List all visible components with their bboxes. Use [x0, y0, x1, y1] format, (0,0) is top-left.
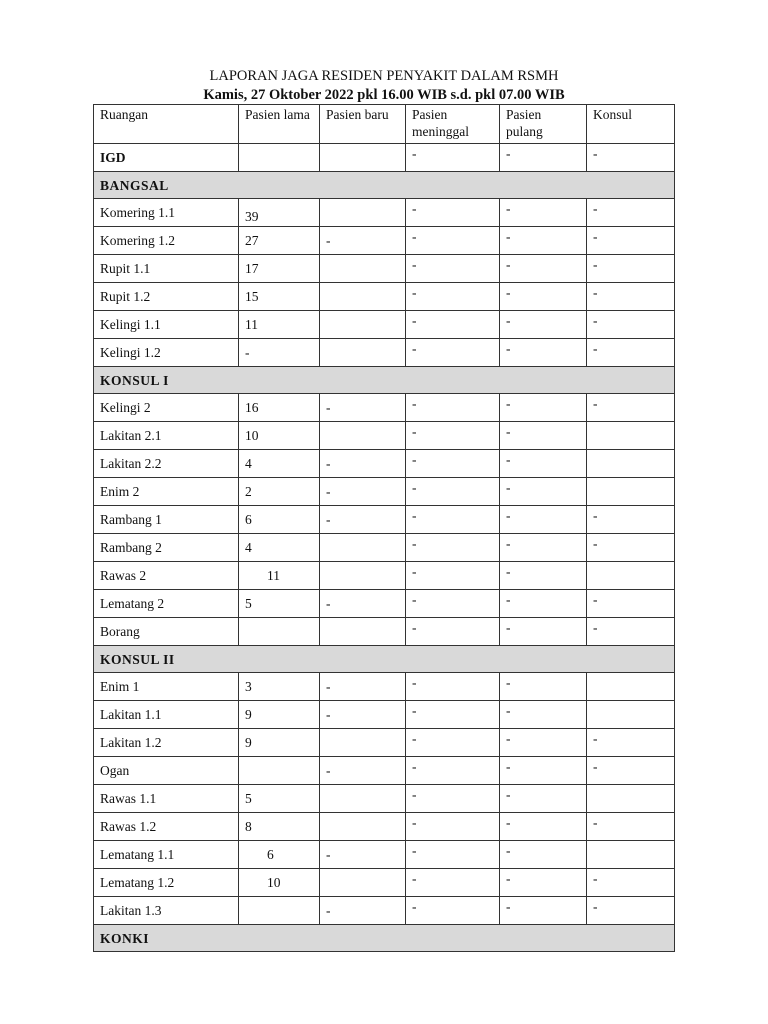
cell-pasien-baru: - [320, 590, 406, 618]
cell-konsul: - [587, 283, 675, 311]
cell-pasien-baru [320, 422, 406, 450]
cell-konsul: - [587, 757, 675, 785]
cell-pasien-lama: 6 [239, 506, 320, 534]
cell-ruangan: Kelingi 1.1 [94, 311, 239, 339]
cell-pasien-baru: - [320, 394, 406, 422]
section-header-row [94, 646, 675, 673]
cell-pasien-pulang: - [500, 841, 587, 869]
cell-konsul [587, 785, 675, 813]
cell-pasien-meninggal: - [406, 506, 500, 534]
cell-pasien-meninggal: - [406, 394, 500, 422]
cell-pasien-meninggal: - [406, 199, 500, 227]
cell-pasien-baru [320, 199, 406, 227]
cell-pasien-pulang: - [500, 255, 587, 283]
column-header: Pasien meninggal [406, 105, 500, 144]
table-row [94, 422, 675, 450]
cell-pasien-pulang: - [500, 450, 587, 478]
cell-pasien-lama [239, 144, 320, 172]
table-row [94, 506, 675, 534]
cell-pasien-lama: 10 [239, 422, 320, 450]
cell-pasien-lama: 16 [239, 394, 320, 422]
cell-pasien-lama: 4 [239, 450, 320, 478]
cell-pasien-baru [320, 785, 406, 813]
cell-konsul [587, 673, 675, 701]
cell-pasien-lama: 2 [239, 478, 320, 506]
cell-pasien-lama [239, 618, 320, 646]
cell-pasien-pulang: - [500, 311, 587, 339]
column-header: Konsul [587, 105, 675, 144]
section-label: KONSUL II [94, 646, 675, 673]
cell-ruangan: Lakitan 1.1 [94, 701, 239, 729]
cell-pasien-baru: - [320, 506, 406, 534]
table-header-row [94, 105, 675, 144]
cell-konsul [587, 450, 675, 478]
cell-pasien-meninggal: - [406, 534, 500, 562]
cell-pasien-meninggal: - [406, 144, 500, 172]
cell-ruangan: Borang [94, 618, 239, 646]
cell-pasien-baru [320, 255, 406, 283]
cell-pasien-pulang: - [500, 478, 587, 506]
cell-konsul [587, 562, 675, 590]
cell-pasien-pulang: - [500, 729, 587, 757]
cell-pasien-pulang: - [500, 618, 587, 646]
cell-pasien-lama: 4 [239, 534, 320, 562]
cell-ruangan: Lakitan 1.3 [94, 897, 239, 925]
cell-pasien-pulang: - [500, 422, 587, 450]
cell-ruangan: Ogan [94, 757, 239, 785]
cell-pasien-meninggal: - [406, 785, 500, 813]
cell-pasien-meninggal: - [406, 590, 500, 618]
cell-pasien-meninggal: - [406, 311, 500, 339]
cell-pasien-lama: 39 [239, 199, 320, 227]
cell-konsul: - [587, 144, 675, 172]
cell-pasien-pulang: - [500, 897, 587, 925]
cell-konsul: - [587, 394, 675, 422]
cell-pasien-pulang: - [500, 869, 587, 897]
cell-ruangan: Lematang 1.2 [94, 869, 239, 897]
section-label: KONKI [94, 925, 675, 952]
cell-pasien-meninggal: - [406, 869, 500, 897]
table-row [94, 283, 675, 311]
cell-pasien-baru [320, 339, 406, 367]
cell-pasien-pulang: - [500, 813, 587, 841]
cell-pasien-lama: - [239, 339, 320, 367]
cell-pasien-meninggal: - [406, 897, 500, 925]
cell-ruangan: Lakitan 2.1 [94, 422, 239, 450]
cell-pasien-lama: 5 [239, 590, 320, 618]
cell-ruangan: Komering 1.2 [94, 227, 239, 255]
cell-pasien-meninggal: - [406, 757, 500, 785]
cell-ruangan: IGD [94, 144, 239, 172]
cell-pasien-lama: 9 [239, 729, 320, 757]
cell-pasien-meninggal: - [406, 618, 500, 646]
cell-konsul: - [587, 590, 675, 618]
cell-pasien-meninggal: - [406, 729, 500, 757]
cell-ruangan: Komering 1.1 [94, 199, 239, 227]
report-table [93, 104, 675, 952]
cell-ruangan: Enim 1 [94, 673, 239, 701]
cell-konsul: - [587, 227, 675, 255]
cell-ruangan: Lematang 1.1 [94, 841, 239, 869]
cell-pasien-baru [320, 144, 406, 172]
cell-konsul [587, 841, 675, 869]
column-header: Ruangan [94, 105, 239, 144]
cell-konsul: - [587, 339, 675, 367]
cell-pasien-baru [320, 618, 406, 646]
cell-ruangan: Kelingi 2 [94, 394, 239, 422]
cell-pasien-baru [320, 729, 406, 757]
cell-pasien-baru: - [320, 478, 406, 506]
cell-konsul: - [587, 813, 675, 841]
section-header-row [94, 172, 675, 199]
cell-konsul [587, 478, 675, 506]
report-date: Kamis, 27 Oktober 2022 pkl 16.00 WIB s.d. pkl 07.00 WIB [203, 87, 565, 103]
cell-ruangan: Rawas 1.1 [94, 785, 239, 813]
cell-ruangan: Rupit 1.2 [94, 283, 239, 311]
cell-ruangan: Lakitan 1.2 [94, 729, 239, 757]
cell-pasien-pulang: - [500, 394, 587, 422]
section-label: KONSUL I [94, 367, 675, 394]
cell-ruangan: Lakitan 2.2 [94, 450, 239, 478]
column-header: Pasien baru [320, 105, 406, 144]
table-row [94, 757, 675, 785]
cell-pasien-lama: 15 [239, 283, 320, 311]
section-label: BANGSAL [94, 172, 675, 199]
cell-ruangan: Rawas 1.2 [94, 813, 239, 841]
cell-konsul [587, 422, 675, 450]
cell-pasien-meninggal: - [406, 701, 500, 729]
cell-pasien-baru [320, 283, 406, 311]
cell-pasien-lama: 8 [239, 813, 320, 841]
cell-konsul [587, 701, 675, 729]
cell-pasien-pulang: - [500, 199, 587, 227]
cell-ruangan: Kelingi 1.2 [94, 339, 239, 367]
cell-pasien-meninggal: - [406, 339, 500, 367]
cell-pasien-lama: 10 [239, 869, 320, 897]
table-row [94, 478, 675, 506]
cell-konsul: - [587, 729, 675, 757]
cell-pasien-lama: 27 [239, 227, 320, 255]
cell-pasien-meninggal: - [406, 673, 500, 701]
cell-pasien-baru: - [320, 841, 406, 869]
cell-pasien-baru: - [320, 757, 406, 785]
cell-pasien-meninggal: - [406, 227, 500, 255]
cell-pasien-baru: - [320, 701, 406, 729]
cell-pasien-lama: 5 [239, 785, 320, 813]
table-row [94, 729, 675, 757]
cell-ruangan: Enim 2 [94, 478, 239, 506]
cell-konsul: - [587, 869, 675, 897]
cell-pasien-pulang: - [500, 339, 587, 367]
cell-pasien-baru [320, 534, 406, 562]
cell-pasien-lama [239, 897, 320, 925]
table-row [94, 590, 675, 618]
cell-pasien-meninggal: - [406, 422, 500, 450]
table-row [94, 701, 675, 729]
cell-pasien-lama: 11 [239, 562, 320, 590]
cell-pasien-pulang: - [500, 590, 587, 618]
table-row [94, 785, 675, 813]
cell-pasien-lama: 11 [239, 311, 320, 339]
cell-pasien-meninggal: - [406, 813, 500, 841]
table-row [94, 534, 675, 562]
cell-pasien-baru [320, 562, 406, 590]
table-row [94, 869, 675, 897]
cell-pasien-lama: 6 [239, 841, 320, 869]
cell-pasien-meninggal: - [406, 562, 500, 590]
cell-ruangan: Rupit 1.1 [94, 255, 239, 283]
cell-pasien-baru [320, 869, 406, 897]
cell-pasien-pulang: - [500, 757, 587, 785]
column-header: Pasien lama [239, 105, 320, 144]
cell-pasien-baru [320, 311, 406, 339]
cell-pasien-lama: 17 [239, 255, 320, 283]
cell-pasien-meninggal: - [406, 478, 500, 506]
table-row [94, 897, 675, 925]
cell-pasien-baru [320, 813, 406, 841]
cell-pasien-pulang: - [500, 701, 587, 729]
cell-pasien-pulang: - [500, 227, 587, 255]
cell-pasien-baru: - [320, 227, 406, 255]
cell-pasien-meninggal: - [406, 450, 500, 478]
report-table-body [94, 105, 675, 952]
table-row [94, 618, 675, 646]
cell-pasien-pulang: - [500, 283, 587, 311]
cell-ruangan: Rambang 1 [94, 506, 239, 534]
cell-konsul: - [587, 506, 675, 534]
table-row [94, 562, 675, 590]
table-row [94, 144, 675, 172]
cell-pasien-meninggal: - [406, 255, 500, 283]
table-row [94, 841, 675, 869]
table-row [94, 227, 675, 255]
table-row [94, 311, 675, 339]
cell-ruangan: Rawas 2 [94, 562, 239, 590]
cell-pasien-pulang: - [500, 673, 587, 701]
cell-ruangan: Lematang 2 [94, 590, 239, 618]
cell-konsul: - [587, 199, 675, 227]
table-row [94, 339, 675, 367]
cell-pasien-meninggal: - [406, 283, 500, 311]
cell-pasien-baru: - [320, 897, 406, 925]
cell-pasien-baru: - [320, 450, 406, 478]
cell-pasien-lama: 3 [239, 673, 320, 701]
cell-ruangan: Rambang 2 [94, 534, 239, 562]
cell-pasien-pulang: - [500, 506, 587, 534]
cell-konsul: - [587, 255, 675, 283]
cell-pasien-baru: - [320, 673, 406, 701]
cell-konsul: - [587, 897, 675, 925]
table-row [94, 199, 675, 227]
table-row [94, 813, 675, 841]
section-header-row [94, 367, 675, 394]
table-row [94, 673, 675, 701]
cell-pasien-pulang: - [500, 785, 587, 813]
report-title: LAPORAN JAGA RESIDEN PENYAKIT DALAM RSMH [209, 68, 559, 84]
table-row [94, 255, 675, 283]
column-header: Pasien pulang [500, 105, 587, 144]
cell-pasien-pulang: - [500, 562, 587, 590]
cell-konsul: - [587, 311, 675, 339]
cell-pasien-meninggal: - [406, 841, 500, 869]
cell-konsul: - [587, 534, 675, 562]
cell-pasien-pulang: - [500, 144, 587, 172]
cell-pasien-pulang: - [500, 534, 587, 562]
table-row [94, 394, 675, 422]
cell-pasien-lama: 9 [239, 701, 320, 729]
section-header-row [94, 925, 675, 952]
table-row [94, 450, 675, 478]
cell-konsul: - [587, 618, 675, 646]
cell-pasien-lama [239, 757, 320, 785]
